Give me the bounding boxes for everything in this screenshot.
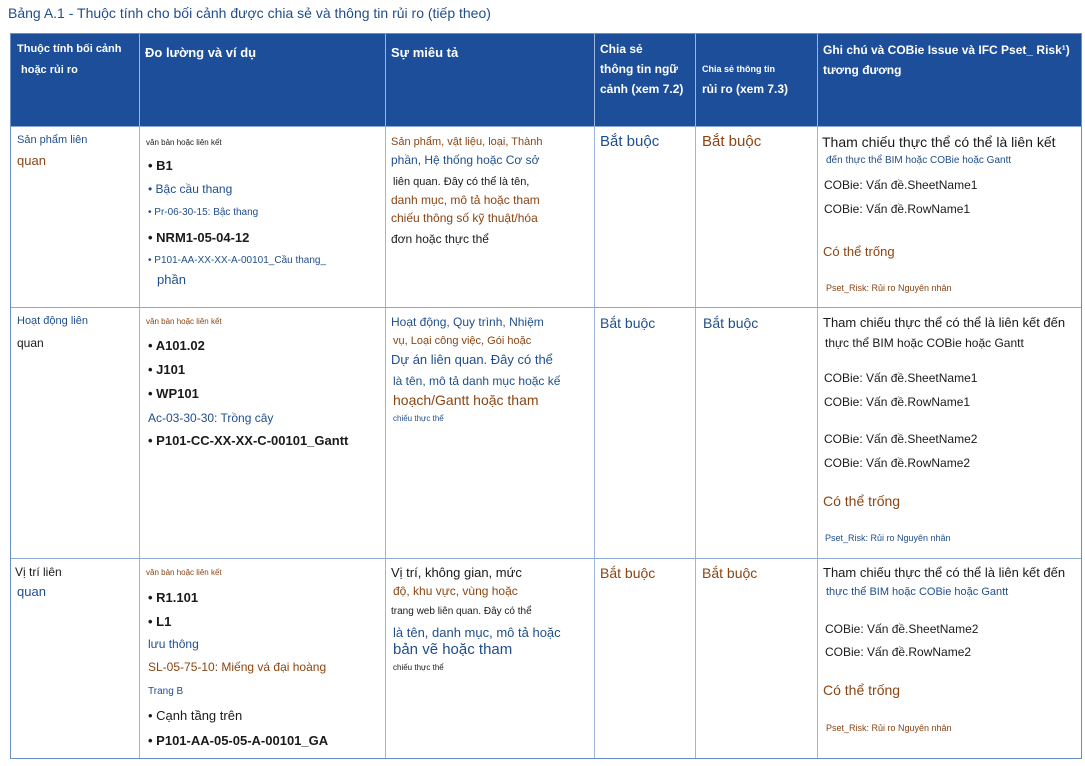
row1-risk-status: Bắt buộc [702, 133, 762, 150]
row2-risk-status: Bắt buộc [703, 315, 759, 331]
row2-desc: Dự án liên quan. Đây có thể [391, 352, 553, 367]
row2-attribute-2: quan [17, 336, 44, 350]
row3-context-status: Bắt buộc [600, 565, 656, 581]
row3-notes: COBie: Vấn đề.SheetName2 [825, 622, 979, 636]
row2-example: • WP101 [148, 386, 199, 402]
row2-example: • P101-CC-XX-XX-C-00101_Gantt [148, 433, 348, 449]
row3-example: lưu thông [148, 637, 199, 651]
row1-attribute: Sản phẩm liên [17, 134, 88, 146]
header-risk-2: rủi ro (xem 7.3) [702, 82, 789, 96]
row3-desc: trang web liên quan. Đây có thể [391, 606, 532, 617]
row2-notes: Pset_Risk: Rủi ro Nguyên nhân [825, 533, 951, 543]
row3-attribute: Vị trí liên [15, 565, 62, 579]
row1-example: • NRM1-05-04-12 [148, 230, 249, 246]
row1-desc: Sản phẩm, vật liệu, loại, Thành [391, 136, 543, 148]
row1-desc: danh mục, mô tả hoặc tham [391, 193, 540, 207]
table-caption: Bảng A.1 - Thuộc tính cho bối cảnh được chia sẻ và thông tin rủi ro (tiếp theo) [8, 5, 491, 21]
row2-attribute: Hoạt động liên [17, 315, 88, 327]
row1-measure-label: văn bản hoặc liên kết [146, 138, 222, 147]
row2-example: Ac-03-30-30: Trồng cây [148, 411, 274, 425]
header-risk: Chia sẻ thông tin [702, 64, 775, 74]
row3-measure-label: văn bản hoặc liên kết [146, 568, 222, 577]
row1-notes: Có thể trống [823, 244, 895, 259]
row2-context-status: Bắt buộc [600, 315, 656, 331]
row3-attribute-2: quan [17, 584, 46, 599]
header-description: Sự miêu tả [391, 45, 459, 60]
attributes-table [10, 33, 1082, 759]
row1-example: • Pr-06-30-15: Bậc thang [148, 207, 258, 219]
header-attribute: Thuộc tính bối cảnh [17, 43, 122, 55]
row1-context-status: Bắt buộc [600, 133, 660, 150]
header-context-2: thông tin ngữ [600, 62, 678, 76]
row3-notes: Có thể trống [823, 682, 901, 698]
row3-example: Trang B [148, 686, 184, 697]
row1-notes: Tham chiếu thực thể có thể là liên kết [822, 134, 1056, 150]
row3-notes: COBie: Vấn đề.RowName2 [825, 645, 972, 659]
row3-example: • P101-AA-05-05-A-00101_GA [148, 733, 328, 749]
row2-notes: Có thể trống [823, 493, 901, 509]
row2-notes: thực thể BIM hoặc COBie hoặc Gantt [825, 336, 1024, 350]
row3-example: SL-05-75-10: Miếng vá đại hoàng [148, 660, 327, 674]
row3-notes: Pset_Risk: Rủi ro Nguyên nhân [826, 723, 952, 733]
row1-example: • Bậc cầu thang [148, 182, 232, 196]
row3-desc: là tên, danh mục, mô tả hoặc [393, 625, 561, 640]
row2-measure-label: văn bản hoặc liên kết [146, 317, 222, 326]
header-measure: Đo lường và ví dụ [145, 45, 257, 60]
row1-notes: đến thực thể BIM hoặc COBie hoặc Gantt [826, 155, 1012, 166]
row1-desc: đơn hoặc thực thể [391, 232, 489, 246]
row3-desc: chiếu thực thể [393, 663, 444, 672]
row2-desc: Hoạt động, Quy trình, Nhiệm [391, 315, 544, 329]
header-context-3: cảnh (xem 7.2) [600, 82, 684, 96]
row2-notes: Tham chiếu thực thể có thể là liên kết đến [823, 315, 1066, 330]
row2-desc: là tên, mô tả danh mục hoặc kế [393, 374, 561, 388]
row1-desc: liên quan. Đây có thể là tên, [393, 176, 530, 188]
row3-notes: thực thể BIM hoặc COBie hoặc Gantt [826, 586, 1009, 598]
row3-notes: Tham chiếu thực thể có thể là liên kết đến [823, 565, 1066, 580]
row2-example: • A101.02 [148, 338, 205, 354]
row1-desc: chiếu thông số kỹ thuật/hóa [391, 211, 538, 225]
row1-desc: phần, Hệ thống hoặc Cơ sở [391, 153, 540, 167]
header-context: Chia sẻ [600, 42, 643, 56]
row1-notes: COBie: Vấn đề.SheetName1 [824, 178, 978, 192]
row1-notes: Pset_Risk: Rủi ro Nguyên nhân [826, 283, 952, 293]
header-notes: Ghi chú và COBie Issue và IFC Pset_ Risk¹) [823, 43, 1070, 57]
row2-notes: COBie: Vấn đề.SheetName1 [824, 371, 978, 385]
header-attribute-2: hoặc rủi ro [21, 64, 78, 76]
row1-notes: COBie: Vấn đề.RowName1 [824, 202, 971, 216]
row2-desc: hoạch/Gantt hoặc tham [393, 392, 539, 408]
row3-example: • Cạnh tầng trên [148, 708, 242, 724]
row2-notes: COBie: Vấn đề.RowName2 [824, 456, 971, 470]
row3-desc: độ, khu vực, vùng hoặc [393, 584, 518, 598]
row3-risk-status: Bắt buộc [702, 565, 758, 581]
header-notes-2: tương đương [823, 63, 902, 77]
row1-example: • P101-AA-XX-XX-A-00101_Cầu thang_ [148, 255, 326, 267]
row3-example: • L1 [148, 614, 171, 630]
row2-desc: chiếu thực thể [393, 414, 444, 423]
row3-desc: bản vẽ hoặc tham [393, 641, 513, 658]
row2-desc: vụ, Loại công việc, Gói hoặc [393, 335, 532, 347]
row3-example: • R1.101 [148, 590, 198, 606]
row1-attribute-2: quan [17, 153, 46, 168]
row2-example: • J101 [148, 362, 185, 378]
row1-example: phần [157, 272, 186, 287]
row3-desc: Vị trí, không gian, mức [391, 565, 522, 580]
row2-notes: COBie: Vấn đề.RowName1 [824, 395, 971, 409]
row1-example: • B1 [148, 158, 173, 174]
row2-notes: COBie: Vấn đề.SheetName2 [824, 432, 978, 446]
